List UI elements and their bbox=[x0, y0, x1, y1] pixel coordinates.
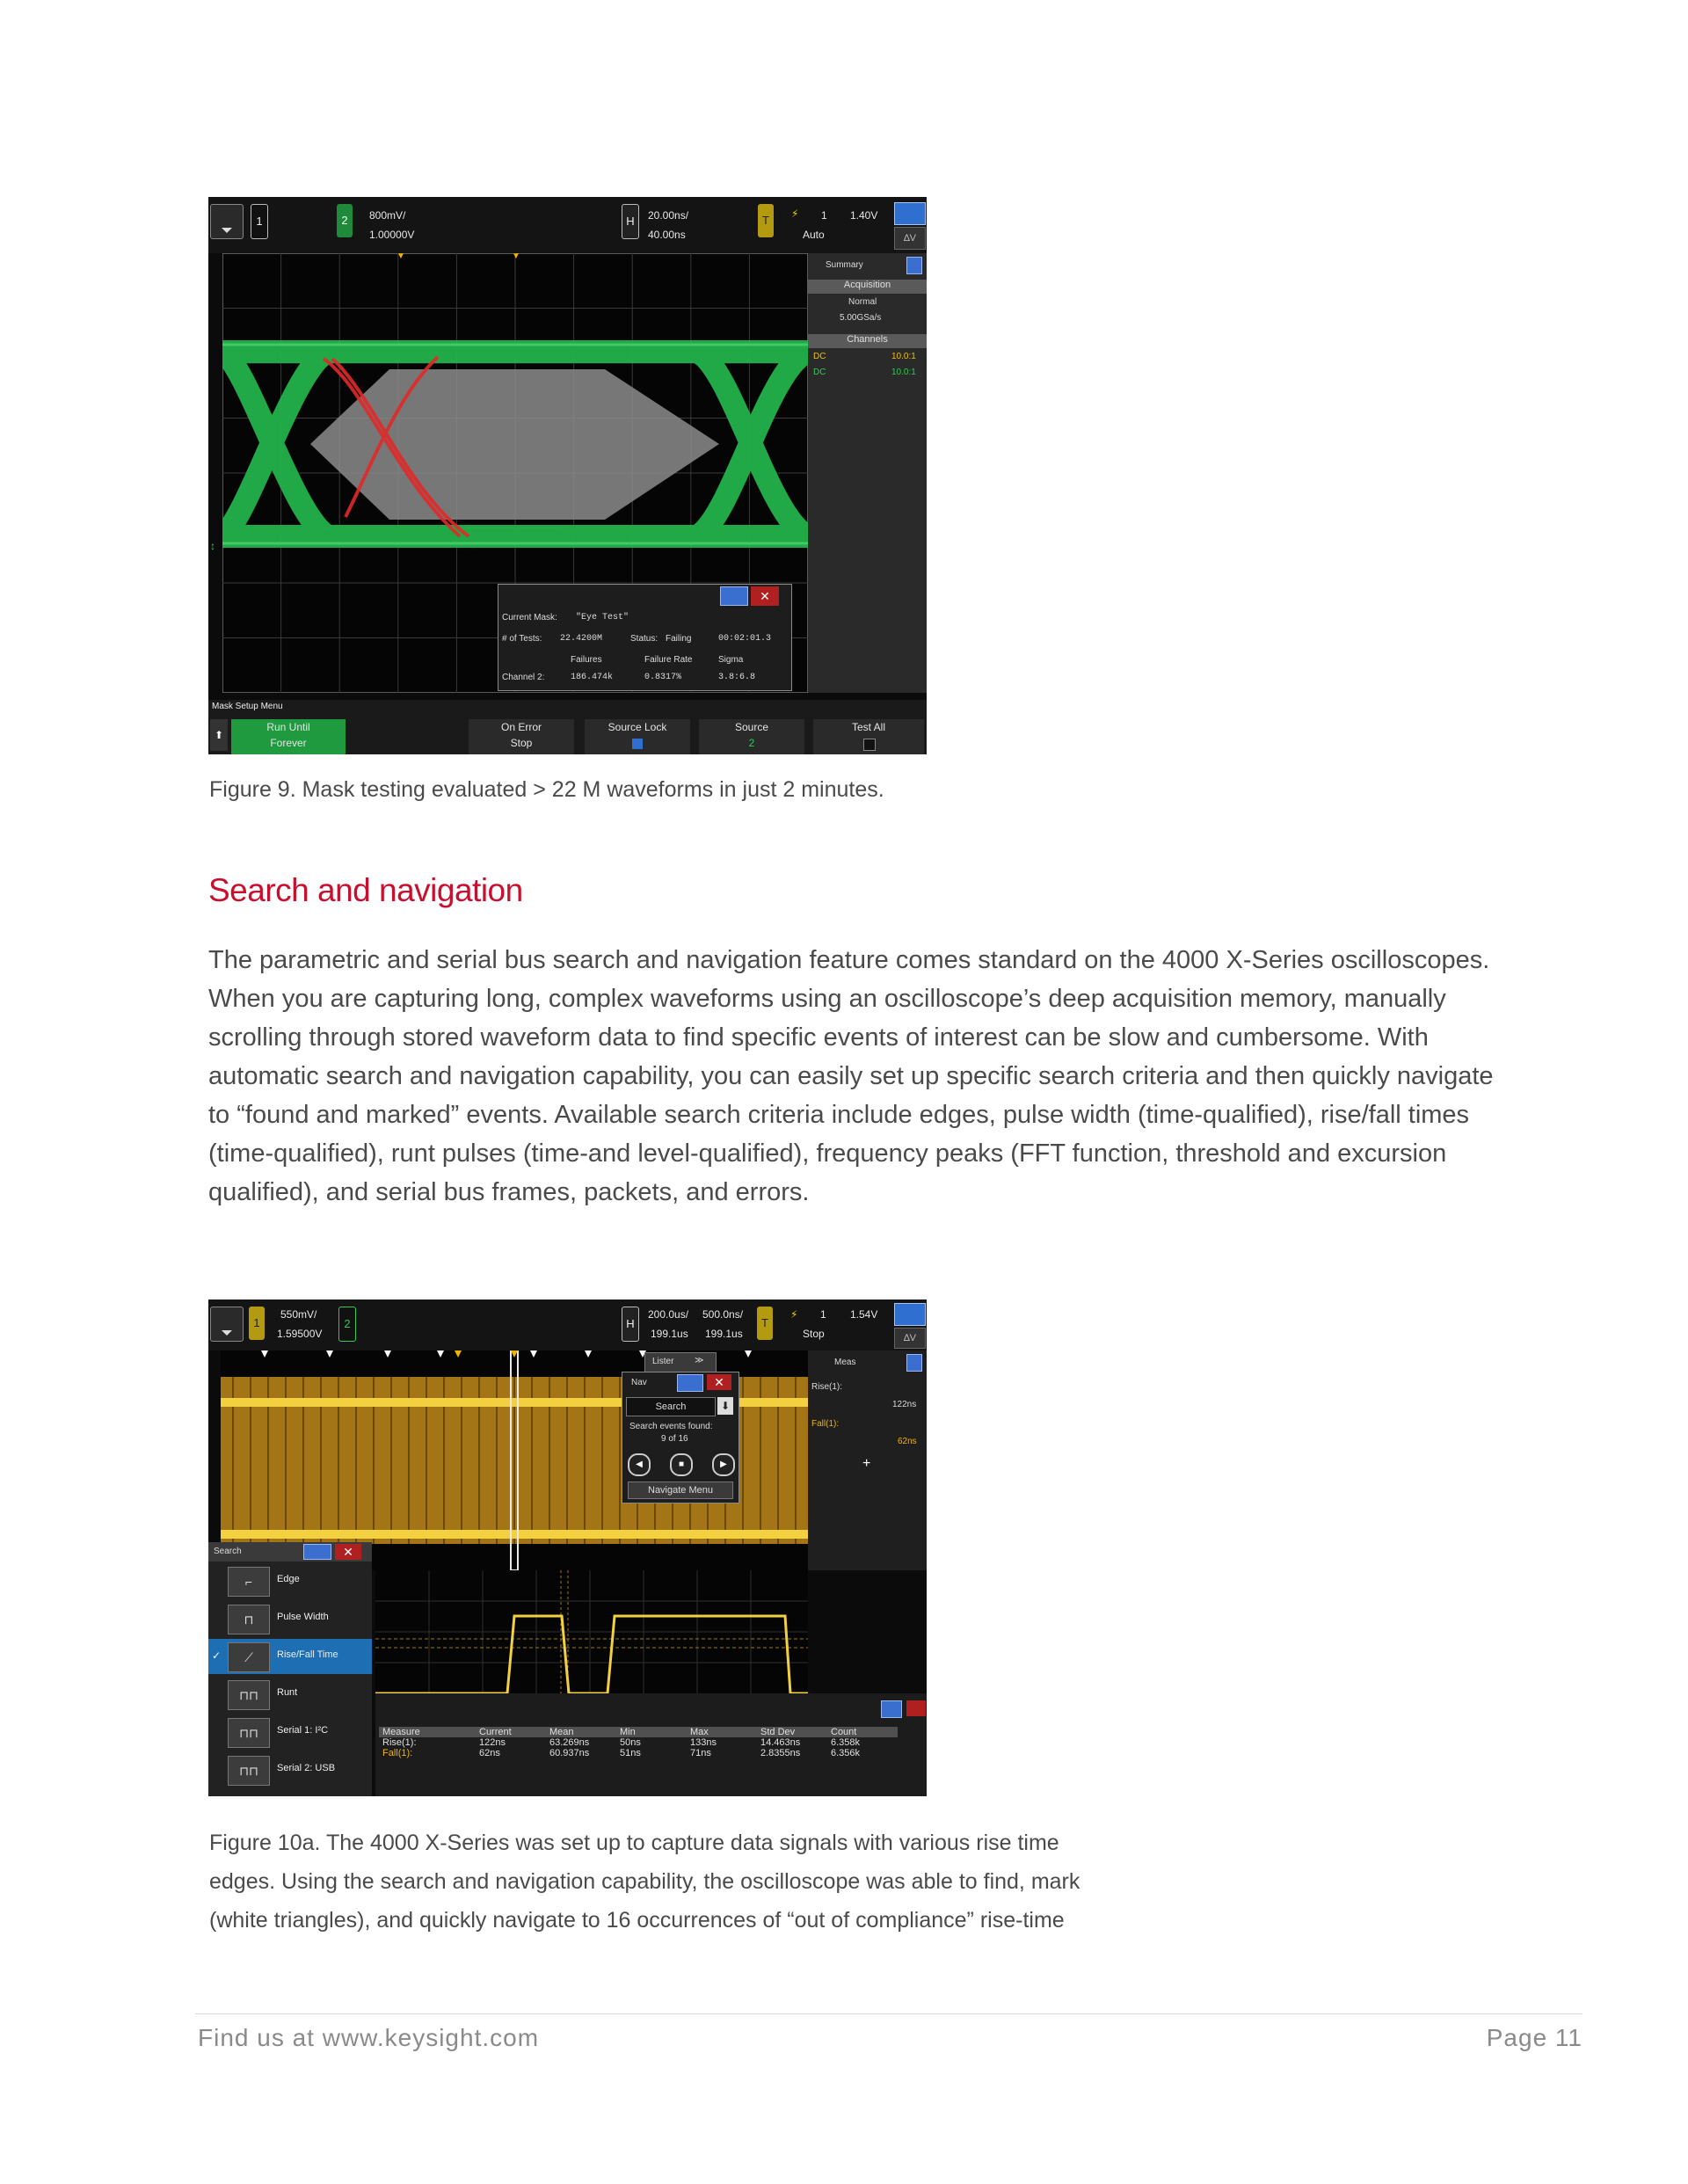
footer-page-number: Page 11 bbox=[1486, 2024, 1582, 2051]
time-per-div: 200.0us/ bbox=[648, 1308, 689, 1321]
table-cell: 6.356k bbox=[831, 1748, 861, 1758]
search-close-icon[interactable]: ✕ bbox=[335, 1544, 361, 1560]
source-label: Source bbox=[734, 721, 769, 733]
lister-label: Lister bbox=[652, 1357, 674, 1366]
table-cell: 2.8355ns bbox=[760, 1748, 801, 1758]
menu-toggle-icon[interactable] bbox=[210, 1307, 244, 1342]
trigger-source: 1 bbox=[821, 209, 827, 222]
run-state: Stop bbox=[803, 1328, 825, 1340]
footer-divider bbox=[195, 2013, 1582, 2014]
zoom-time-per-div: 500.0ns/ bbox=[702, 1308, 744, 1321]
back-arrow-icon[interactable]: ⬆ bbox=[210, 719, 228, 751]
add-measurement-icon[interactable]: + bbox=[862, 1456, 871, 1471]
sigma-header: Sigma bbox=[718, 655, 744, 665]
dialog-close-icon[interactable]: ✕ bbox=[751, 586, 779, 606]
table-cell: 62ns bbox=[479, 1748, 500, 1758]
criterion-waveform-icon: ⟋ bbox=[228, 1642, 270, 1672]
nav-search-button[interactable]: Search bbox=[626, 1397, 716, 1416]
table-cell: 63.269ns bbox=[549, 1737, 590, 1748]
table-cell: 6.358k bbox=[831, 1737, 861, 1748]
table-header-cell: Current bbox=[479, 1727, 512, 1737]
failure-rate-header: Failure Rate bbox=[644, 655, 693, 665]
channel-row-label: Channel 2: bbox=[502, 673, 545, 682]
current-mask-label: Current Mask: bbox=[502, 613, 557, 622]
footer-website[interactable]: Find us at www.keysight.com bbox=[198, 2024, 540, 2051]
criterion-label: Serial 2: USB bbox=[277, 1763, 336, 1773]
previous-event-icon[interactable]: ◀ bbox=[628, 1453, 651, 1476]
meas-title: Meas bbox=[834, 1358, 856, 1367]
table-header-cell: Mean bbox=[549, 1727, 574, 1737]
measurement-sidebar bbox=[808, 1350, 927, 1570]
source-lock-label: Source Lock bbox=[608, 721, 667, 733]
trigger-level: 1.54V bbox=[850, 1308, 878, 1321]
search-criterion-item[interactable] bbox=[208, 1714, 372, 1750]
elapsed-time: 00:02:01.3 bbox=[718, 634, 772, 644]
time-delay: 40.00ns bbox=[648, 229, 686, 241]
navigate-menu-label: Navigate Menu bbox=[648, 1485, 713, 1496]
source-lock-checkbox[interactable] bbox=[632, 739, 643, 749]
measurement-statistics-table bbox=[379, 1727, 898, 1758]
failures-value: 186.474k bbox=[571, 673, 614, 682]
trigger-edge-icon: ⚡ bbox=[790, 1308, 798, 1321]
lister-tab[interactable] bbox=[644, 1352, 717, 1373]
run-until-label: Run Until bbox=[266, 721, 310, 733]
menu-toggle-icon[interactable] bbox=[210, 204, 244, 239]
display-icon[interactable] bbox=[894, 1303, 926, 1326]
trigger-level: 1.40V bbox=[850, 209, 878, 222]
search-pin-icon[interactable] bbox=[303, 1544, 331, 1560]
source-value: 2 bbox=[748, 737, 755, 749]
nav-title: Nav bbox=[631, 1378, 647, 1387]
delta-icon[interactable]: ∆V bbox=[894, 1328, 926, 1349]
volts-per-div: 550mV/ bbox=[280, 1308, 317, 1321]
table-close-icon[interactable] bbox=[906, 1700, 926, 1716]
section-paragraph: The parametric and serial bus search and navigation feature comes standard on the 4000 X-Series oscilloscopes. When you are capturing long, complex waveforms using an oscilloscope’s deep acquisition memory, manually scrolling through stored waveform data to find specific events of interest can be slow and cumbersome. With automatic search and navigation capability, you can easily set up specific search criteria and then quickly navigate to “found and marked” events. Available search criteria include edges, pulse width (time-qualified), rise/fall times (time-qualified), runt pulses (time-and level-qualified), frequency peaks (FFT function, threshold and excursion qualified), and serial bus frames, packets, and errors. bbox=[208, 946, 1494, 1206]
meas-fall-label: Fall(1): bbox=[811, 1419, 840, 1429]
table-header-cell: Count bbox=[831, 1727, 857, 1737]
figure-10a-oscilloscope-screenshot bbox=[208, 1299, 927, 1796]
stop-icon[interactable]: ■ bbox=[670, 1453, 693, 1476]
criterion-waveform-icon: ⊓⊓ bbox=[228, 1718, 270, 1748]
criterion-waveform-icon: ⊓⊓ bbox=[228, 1756, 270, 1786]
tests-value: 22.4200M bbox=[560, 634, 603, 644]
nav-dialog bbox=[622, 1372, 739, 1503]
meas-fall-value: 62ns bbox=[898, 1437, 917, 1446]
delay-marker: ▼ bbox=[512, 251, 520, 261]
acquisition-header: Acquisition bbox=[808, 280, 927, 294]
table-cell: Fall(1): bbox=[382, 1748, 413, 1758]
nav-close-icon[interactable]: ✕ bbox=[707, 1374, 731, 1390]
figure-9-caption: Figure 9. Mask testing evaluated > 22 M waveforms in just 2 minutes. bbox=[209, 777, 884, 802]
sigma-value: 3.8:6.8 bbox=[718, 673, 756, 682]
figure-9-oscilloscope-screenshot bbox=[208, 197, 927, 754]
status-label: Status: bbox=[630, 634, 658, 644]
failures-header: Failures bbox=[571, 655, 602, 665]
figure-10a-caption-line-3: (white triangles), and quickly navigate to 16 occurrences of “out of compliance” rise-time bbox=[209, 1908, 1065, 1933]
nav-pin-icon[interactable] bbox=[677, 1374, 703, 1392]
trigger-badge[interactable]: T bbox=[758, 204, 774, 237]
ch1-coupling: DC bbox=[813, 352, 826, 361]
display-icon[interactable] bbox=[894, 202, 926, 225]
table-header-row bbox=[379, 1727, 898, 1737]
softkey-bar bbox=[208, 700, 927, 754]
search-dropdown-icon[interactable]: ⬇ bbox=[717, 1397, 733, 1415]
ch2-coupling: DC bbox=[813, 368, 826, 377]
on-error-value: Stop bbox=[510, 737, 533, 749]
channels-header: Channels bbox=[808, 334, 927, 348]
volts-per-div: 800mV/ bbox=[369, 209, 406, 222]
acquisition-mode: Normal bbox=[848, 297, 877, 307]
channel-2-badge[interactable]: 2 bbox=[338, 1307, 356, 1342]
table-row bbox=[379, 1737, 898, 1748]
search-menu-header bbox=[208, 1542, 372, 1562]
mask-test-results-dialog bbox=[498, 584, 792, 691]
meas-rise-value: 122ns bbox=[892, 1400, 917, 1409]
test-all-label: Test All bbox=[851, 721, 885, 733]
table-cell: 50ns bbox=[620, 1737, 641, 1748]
status-value: Failing bbox=[666, 634, 692, 644]
on-error-softkey[interactable] bbox=[469, 719, 574, 754]
criterion-waveform-icon: ⌐ bbox=[228, 1567, 270, 1597]
table-header-cell: Measure bbox=[382, 1727, 420, 1737]
ch1-probe: 10.0:1 bbox=[891, 352, 916, 361]
criterion-label: Pulse Width bbox=[277, 1612, 329, 1622]
navigate-menu-button[interactable] bbox=[628, 1481, 733, 1499]
time-per-div: 20.00ns/ bbox=[648, 209, 689, 222]
search-criterion-item[interactable] bbox=[208, 1677, 372, 1712]
ground-marker: ↕ bbox=[210, 540, 215, 552]
search-criterion-item[interactable] bbox=[208, 1563, 372, 1598]
criterion-waveform-icon: ⊓ bbox=[228, 1605, 270, 1634]
source-lock-softkey[interactable] bbox=[585, 719, 690, 754]
search-menu bbox=[208, 1542, 372, 1796]
trigger-edge-icon: ⚡ bbox=[791, 207, 799, 220]
table-header-cell: Max bbox=[690, 1727, 709, 1737]
zoom-time-delay: 199.1us bbox=[705, 1328, 743, 1340]
table-cell: Rise(1): bbox=[382, 1737, 417, 1748]
run-until-softkey[interactable] bbox=[231, 719, 346, 754]
table-header-cell: Min bbox=[620, 1727, 636, 1737]
time-delay: 199.1us bbox=[651, 1328, 688, 1340]
test-all-checkbox[interactable] bbox=[863, 739, 876, 751]
channel-offset: 1.00000V bbox=[369, 229, 415, 241]
table-cell: 51ns bbox=[620, 1748, 641, 1758]
criterion-label: Serial 1: I²C bbox=[277, 1725, 329, 1736]
channel-1-badge[interactable]: 1 bbox=[249, 1307, 265, 1340]
test-all-softkey[interactable] bbox=[813, 719, 924, 754]
search-menu-title: Search bbox=[214, 1547, 242, 1556]
search-criterion-item[interactable] bbox=[208, 1639, 372, 1674]
search-criterion-item[interactable] bbox=[208, 1601, 372, 1636]
table-cell: 60.937ns bbox=[549, 1748, 590, 1758]
delta-icon[interactable]: ∆V bbox=[894, 227, 926, 250]
table-header-cell: Std Dev bbox=[760, 1727, 796, 1737]
sample-rate: 5.00GSa/s bbox=[840, 313, 882, 323]
search-found-value: 9 of 16 bbox=[661, 1434, 688, 1444]
criterion-waveform-icon: ⊓⊓ bbox=[228, 1680, 270, 1710]
table-cell: 14.463ns bbox=[760, 1737, 801, 1748]
run-until-value: Forever bbox=[270, 737, 307, 749]
lister-expand-icon: ≫ bbox=[695, 1356, 704, 1365]
horizontal-badge[interactable]: H bbox=[622, 1307, 639, 1342]
trigger-position-marker: ▼ bbox=[397, 251, 405, 261]
criterion-label: Rise/Fall Time bbox=[277, 1649, 338, 1660]
summary-sidebar bbox=[808, 253, 927, 693]
sidebar-settings-icon[interactable] bbox=[906, 257, 922, 274]
criterion-label: Edge bbox=[277, 1574, 300, 1584]
table-cell: 71ns bbox=[690, 1748, 711, 1758]
table-cell: 133ns bbox=[690, 1737, 717, 1748]
trigger-mode: Auto bbox=[803, 229, 825, 241]
criterion-label: Runt bbox=[277, 1687, 298, 1698]
dialog-pin-icon[interactable] bbox=[720, 586, 748, 606]
meas-settings-icon[interactable] bbox=[906, 1354, 922, 1372]
on-error-label: On Error bbox=[500, 721, 542, 733]
scope-top-bar bbox=[208, 1299, 927, 1350]
channel-1-badge[interactable]: 1 bbox=[251, 204, 268, 239]
zoom-waveform-display bbox=[375, 1570, 808, 1693]
channel-offset: 1.59500V bbox=[277, 1328, 323, 1340]
table-settings-icon[interactable] bbox=[881, 1700, 902, 1718]
ch2-probe: 10.0:1 bbox=[891, 368, 916, 377]
source-softkey[interactable] bbox=[699, 719, 804, 754]
table-row bbox=[379, 1748, 898, 1758]
section-heading: Search and navigation bbox=[208, 872, 523, 908]
summary-title: Summary bbox=[826, 260, 863, 270]
failure-rate-value: 0.8317% bbox=[644, 673, 682, 682]
menu-title: Mask Setup Menu bbox=[212, 702, 283, 711]
figure-10a-caption-line-2: edges. Using the search and navigation capability, the oscilloscope was able to find, mark bbox=[209, 1869, 1080, 1894]
scope-top-bar bbox=[208, 197, 927, 253]
measurement-table-panel bbox=[375, 1693, 927, 1796]
tests-label: # of Tests: bbox=[502, 634, 542, 644]
selected-check-icon: ✓ bbox=[212, 1649, 222, 1662]
next-event-icon[interactable]: ▶ bbox=[712, 1453, 735, 1476]
table-cell: 122ns bbox=[479, 1737, 506, 1748]
search-criterion-item[interactable] bbox=[208, 1752, 372, 1787]
meas-rise-label: Rise(1): bbox=[811, 1382, 843, 1392]
trigger-badge[interactable]: T bbox=[757, 1307, 773, 1340]
horizontal-badge[interactable]: H bbox=[622, 204, 639, 239]
search-found-label: Search events found: bbox=[629, 1422, 713, 1431]
figure-10a-caption-line-1: Figure 10a. The 4000 X-Series was set up to capture data signals with various rise time bbox=[209, 1831, 1059, 1855]
channel-2-badge[interactable]: 2 bbox=[337, 204, 353, 237]
current-mask-value: "Eye Test" bbox=[576, 613, 629, 622]
trigger-source: 1 bbox=[820, 1308, 826, 1321]
